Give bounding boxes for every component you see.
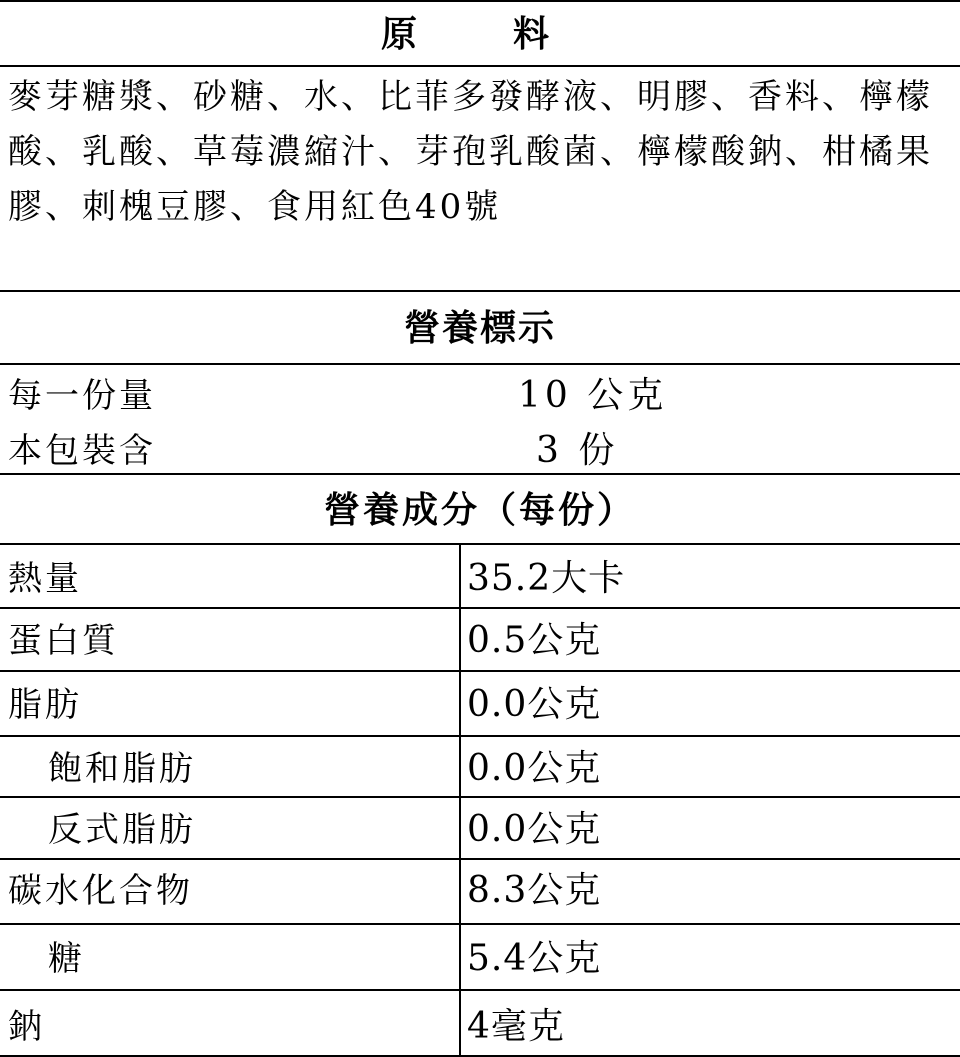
nutrient-label-sodium: 鈉 — [8, 1007, 45, 1047]
rule-row-6 — [0, 923, 960, 925]
serving-size-value: 10 公克 — [518, 375, 668, 416]
serving-size-label: 每一份量 — [8, 376, 156, 416]
rule-under-nutrition-title — [0, 363, 960, 365]
nutrient-label-calories: 熱量 — [8, 559, 82, 599]
rule-row-3 — [0, 735, 960, 737]
nutrient-label-trans-fat: 反式脂肪 — [48, 810, 196, 850]
rule-above-nutrients-title — [0, 473, 960, 475]
nutrient-value-calories: 35.2大卡 — [467, 558, 626, 599]
nutrition-label-title: 營養標示 — [403, 307, 556, 349]
servings-per-package-value: 3 份 — [536, 430, 619, 471]
nutrient-value-saturated-fat: 0.0公克 — [467, 748, 602, 789]
nutrient-value-sodium: 4毫克 — [467, 1006, 565, 1047]
rule-above-nutrition-title — [0, 290, 960, 292]
column-divider — [459, 543, 461, 1057]
nutrient-value-fat: 0.0公克 — [467, 684, 602, 725]
rule-row-2 — [0, 670, 960, 672]
rule-row-7 — [0, 989, 960, 991]
nutrient-value-carbohydrate: 8.3公克 — [467, 870, 602, 911]
rule-row-5 — [0, 858, 960, 860]
rule-row-4 — [0, 796, 960, 798]
nutrient-label-protein: 蛋白質 — [8, 621, 119, 661]
nutrients-title: 營養成分（每份） — [323, 489, 636, 531]
nutrient-label-saturated-fat: 飽和脂肪 — [48, 749, 196, 789]
rule-row-1 — [0, 607, 960, 609]
ingredients-title: 原 料 — [380, 13, 579, 55]
ingredients-text: 麥芽糖漿、砂糖、水、比菲多發酵液、明膠、香料、檸檬酸、乳酸、草莓濃縮汁、芽孢乳酸菌、檸檬酸鈉、柑橘果膠、刺槐豆膠、食用紅色40號 — [8, 77, 933, 227]
rule-top — [0, 0, 960, 2]
nutrient-label-carbohydrate: 碳水化合物 — [8, 871, 193, 911]
servings-per-package-label: 本包裝含 — [8, 431, 156, 471]
nutrient-label-fat: 脂肪 — [8, 685, 82, 725]
nutrient-value-protein: 0.5公克 — [467, 620, 602, 661]
nutrient-value-sugar: 5.4公克 — [467, 938, 602, 979]
nutrient-value-trans-fat: 0.0公克 — [467, 809, 602, 850]
nutrient-label-sugar: 糖 — [48, 939, 85, 979]
rule-under-nutrients-title — [0, 543, 960, 545]
rule-under-ingredients-title — [0, 65, 960, 67]
